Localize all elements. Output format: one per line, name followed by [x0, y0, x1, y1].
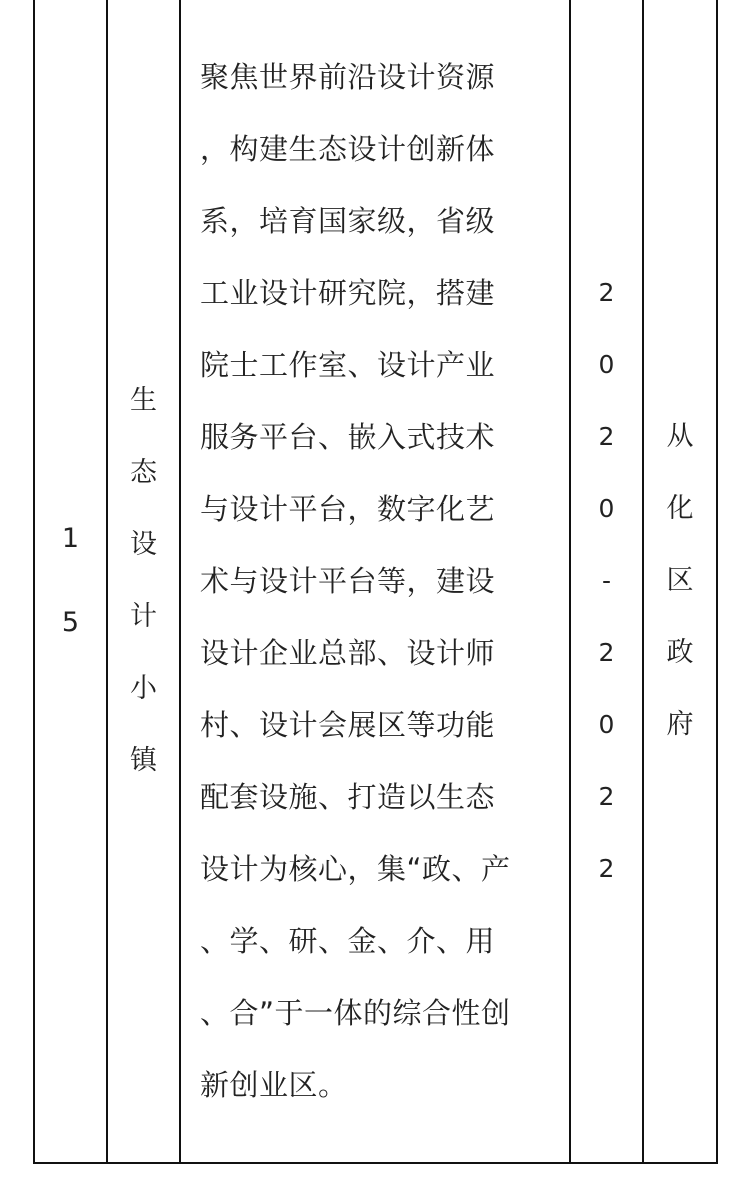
description-line: ，构建生态设计创新体: [200, 132, 496, 166]
unit-char: 府: [666, 709, 694, 740]
description-line: 院士工作室、设计产业: [200, 348, 496, 382]
project-name: [108, 365, 179, 797]
construction-period-cell: [570, 0, 643, 1163]
row-number-char: 1: [61, 523, 80, 554]
project-name-char: 设: [130, 529, 157, 560]
description-line: 术与设计平台等，建设: [200, 564, 496, 598]
project-name-char: 态: [130, 457, 157, 488]
description-line: 系，培育国家级，省级: [200, 204, 496, 238]
project-name-cell: [107, 0, 180, 1163]
period-char: 2: [598, 782, 615, 811]
period-char: 2: [598, 638, 615, 667]
period-char: -: [601, 566, 612, 595]
period-char: 2: [598, 422, 615, 451]
project-name-char: 小: [130, 673, 157, 704]
project-description-cell: [180, 0, 570, 1163]
description-line: 设计企业总部、设计师: [200, 636, 496, 670]
row-number-char: 5: [61, 607, 80, 638]
description-line: 村、设计会展区等功能: [200, 708, 496, 742]
construction-period: [571, 257, 642, 905]
project-name-char: 生: [130, 385, 157, 416]
description-line: 、合”于一体的综合性创: [200, 996, 511, 1030]
period-char: 0: [598, 494, 615, 523]
responsible-unit-cell: [643, 0, 717, 1163]
table-row: [34, 0, 717, 1163]
responsible-unit: [644, 401, 716, 761]
description-line: 服务平台、嵌入式技术: [200, 420, 496, 454]
project-name-char: 计: [130, 601, 157, 632]
unit-char: 化: [666, 493, 694, 524]
period-char: 0: [598, 710, 615, 739]
description-line: 、学、研、金、介、用: [200, 924, 496, 958]
period-char: 2: [598, 854, 615, 883]
unit-char: 政: [666, 637, 694, 668]
row-number: [35, 497, 106, 665]
description-line: 新创业区。: [200, 1068, 348, 1102]
period-char: 0: [598, 350, 615, 379]
description-line: 与设计平台，数字化艺: [200, 492, 496, 526]
project-table: [33, 0, 718, 1164]
description-line: 配套设施、打造以生态: [200, 780, 496, 814]
unit-char: 从: [666, 421, 694, 452]
description-line: 聚焦世界前沿设计资源: [200, 60, 496, 94]
project-name-char: 镇: [130, 745, 157, 776]
row-number-cell: [34, 0, 107, 1163]
unit-char: 区: [666, 565, 694, 596]
description-line: 工业设计研究院，搭建: [200, 276, 496, 310]
period-char: 2: [598, 278, 615, 307]
description-line: 设计为核心，集“政、产: [200, 852, 511, 886]
project-description: [200, 41, 559, 1121]
